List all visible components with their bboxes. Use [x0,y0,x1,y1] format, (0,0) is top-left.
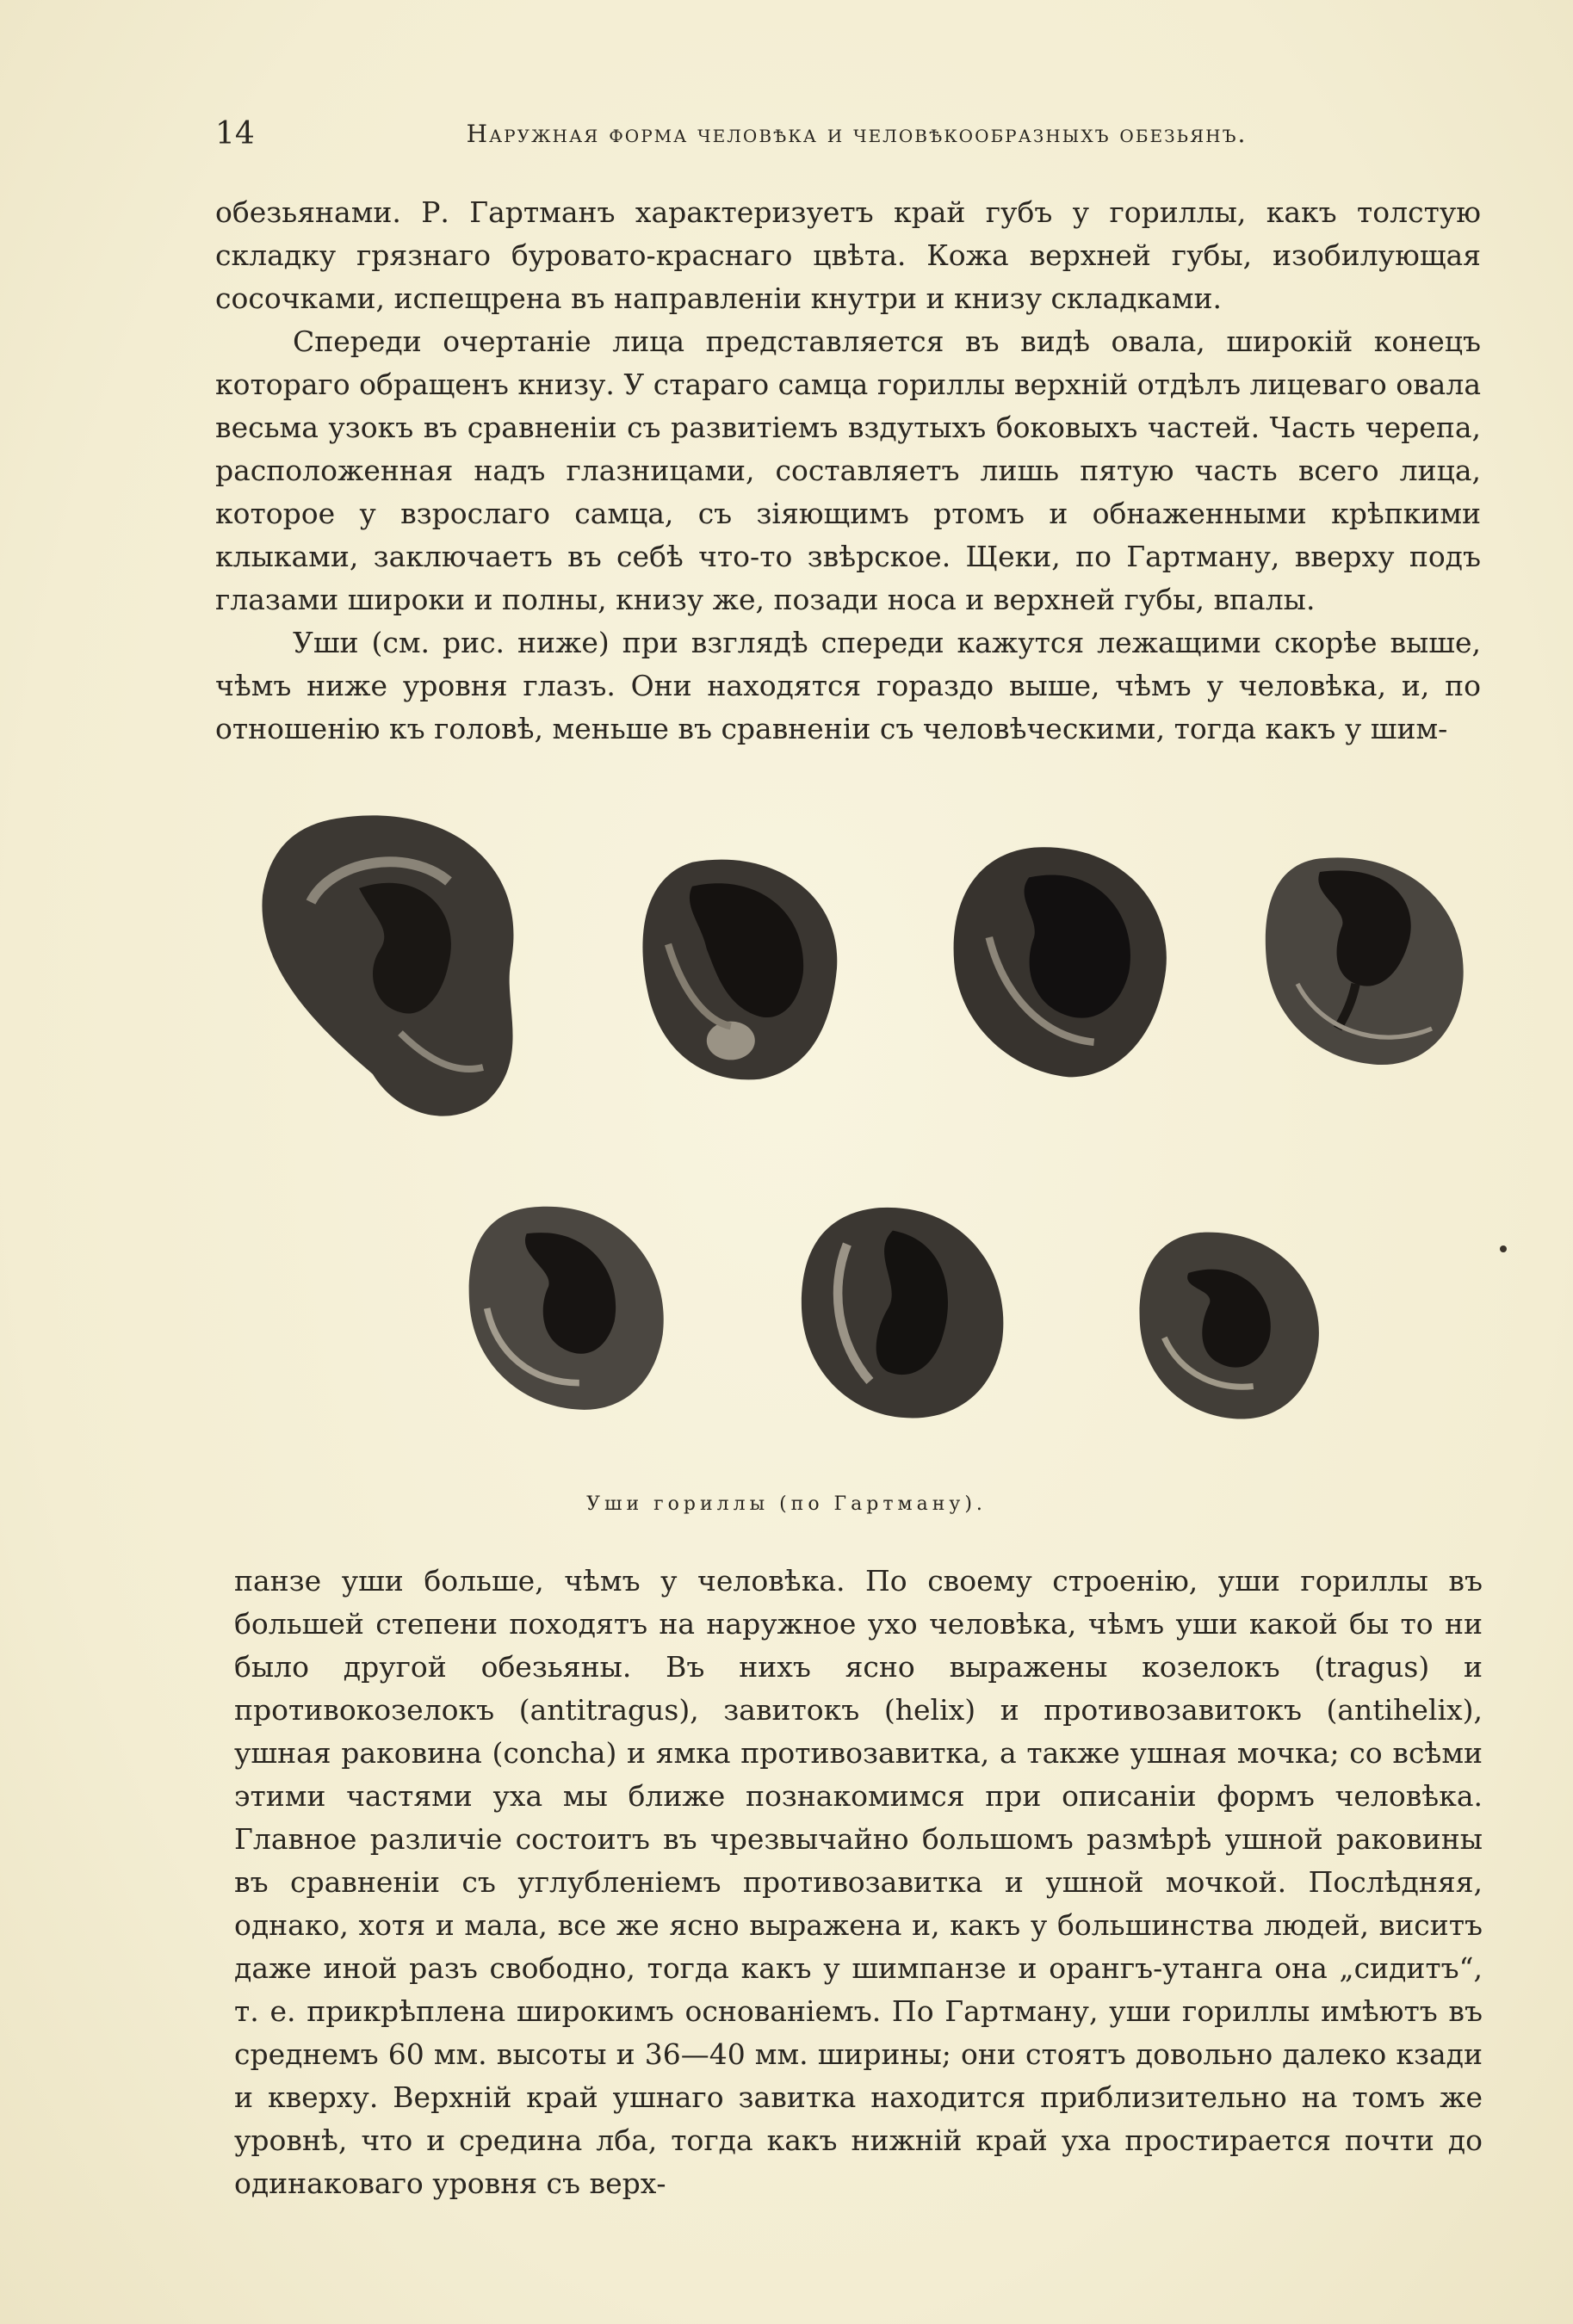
running-title: Наружная форма человѣка и человѣкообразныхъ обезьянъ. [466,120,1248,148]
ear-drawing [788,1149,1016,1476]
ear-illustration-7 [1128,1184,1330,1468]
ear-illustration-5 [456,1140,676,1476]
ear-illustration-1 [228,779,573,1149]
paragraph: панзе уши больше, чѣмъ у человѣка. По своему строенію, уши гориллы въ большей степени походятъ на наружное ухо человѣка, чѣмъ уши какой бы то ни было другой обезьяны. Въ нихъ ясно выражены козелокъ (tragus) и противокозелокъ (antitragus), завитокъ (helix) и противозавитокъ (antihelix), ушная раковина (concha) и ямка противозавитка, а также ушная мочка; со всѣми этими частями уха мы ближе познакомимся при описаніи формъ человѣка. Главное различіе состоитъ въ чрезвычайно большомъ размѣрѣ ушной раковины въ сравненіи съ углубленіемъ противозавитка и ушной мочкой. Послѣдняя, однако, хотя и мала, все же ясно выражена и, какъ у большинства людей, виситъ даже иной разъ свободно, тогда какъ у шимпанзе и орангъ-утанга она „сидитъ“, т. е. прикрѣплена широкимъ основаніемъ. По Гартману, уши гориллы имѣютъ въ среднемъ 60 мм. высоты и 36—40 мм. ширины; они стоятъ довольно далеко кзади и кверху. Верхній край ушнаго завитка находится приблизительно на томъ же уровнѣ, что и средина лба, тогда какъ нижній край уха простирается почти до одинаковаго уровня съ верх- [234,1564,1483,2200]
gorilla-ears-figure [220,770,1485,1493]
ear-drawing [456,1140,676,1476]
page-header [215,116,1326,159]
ear-illustration-4 [1253,781,1477,1142]
paragraph: Спереди очертаніе лица представляется въ видѣ овала, широкій конецъ котораго обращенъ книзу. У стараго самца гориллы верхній отдѣлъ лицеваго овала весьма узокъ въ сравненіи съ развитіемъ вздутыхъ боковыхъ частей. Часть черепа, расположенная надъ глазницами, составляетъ лишь пятую часть всего лица, которое у взрослаго самца, съ зіяющимъ ртомъ и обнаженными крѣпкими клыками, заключаетъ въ себѣ что-то звѣрское. Щеки, по Гартману, вверху подъ глазами широки и полны, книзу же, позади носа и верхней губы, впалы. [215,324,1481,616]
ear-illustration-6 [788,1149,1016,1476]
ear-drawing [1128,1184,1330,1468]
ink-speck [1500,1245,1507,1252]
ear-drawing [1253,781,1477,1142]
ear-illustration-2 [620,779,861,1158]
figure-caption: Уши гориллы (по Гартману). [586,1493,987,1515]
page-number: 14 [215,116,255,151]
ear-drawing [228,779,573,1149]
ear-drawing [620,779,861,1158]
ear-illustration-3 [934,777,1184,1147]
ear-drawing [934,777,1184,1147]
text-block-top [215,191,1481,751]
paragraph: обезьянами. Р. Гартманъ характеризуетъ край губъ у гориллы, какъ толстую складку грязнаго буровато-краснаго цвѣта. Кожа верхней губы, изобилующая сосочками, испещрена въ направленіи кнутри и книзу складками. [215,195,1481,315]
paragraph: Уши (см. рис. ниже) при взглядѣ спереди кажутся лежащими скорѣе выше, чѣмъ ниже уровня глазъ. Они находятся гораздо выше, чѣмъ у человѣка, и, по отношенію къ головѣ, меньше въ сравненіи съ человѣческими, тогда какъ у шим- [215,626,1481,745]
text-block-bottom [234,1560,1483,2205]
